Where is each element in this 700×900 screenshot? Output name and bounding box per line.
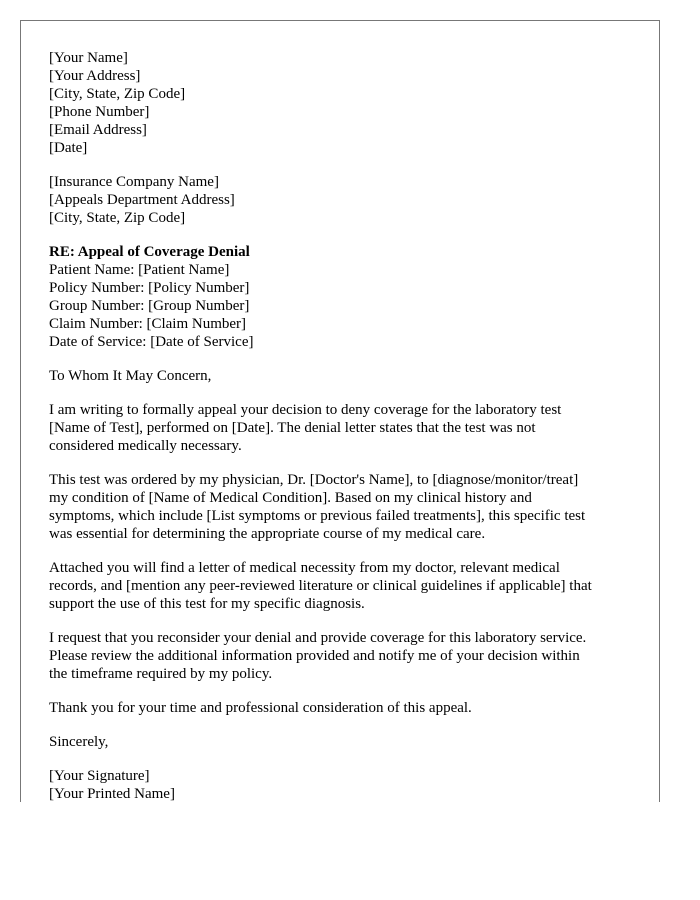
paragraph-line: symptoms, which include [List symptoms or previous failed treatments], this specific test xyxy=(49,508,586,524)
paragraph-line: the timeframe required by my policy. xyxy=(49,666,273,682)
recipient-company: [Insurance Company Name] xyxy=(49,174,219,190)
group-number-line: Group Number: [Group Number] xyxy=(49,298,250,314)
letter-body xyxy=(49,49,639,803)
paragraph-line: my condition of [Name of Medical Condition]. Based on my clinical history and xyxy=(49,490,532,506)
sender-block xyxy=(49,49,639,157)
sender-city-state-zip: [City, State, Zip Code] xyxy=(49,86,186,102)
paragraph-line: Attached you will find a letter of medical necessity from my doctor, relevant medical xyxy=(49,560,560,576)
paragraph-line: [Name of Test], performed on [Date]. The denial letter states that the test was not xyxy=(49,420,536,436)
salutation xyxy=(49,367,639,385)
date-of-service-line: Date of Service: [Date of Service] xyxy=(49,334,254,350)
paragraph-line: considered medically necessary. xyxy=(49,438,242,454)
sender-email: [Email Address] xyxy=(49,122,147,138)
paragraph xyxy=(49,699,639,717)
paragraph xyxy=(49,471,639,543)
closing-text: Sincerely, xyxy=(49,734,109,750)
subject-line: RE: Appeal of Coverage Denial xyxy=(49,244,250,260)
sender-address: [Your Address] xyxy=(49,68,141,84)
paragraph xyxy=(49,401,639,455)
signature-block xyxy=(49,767,639,803)
salutation-text: To Whom It May Concern, xyxy=(49,368,212,384)
recipient-city-state-zip: [City, State, Zip Code] xyxy=(49,210,186,226)
sender-name: [Your Name] xyxy=(49,50,128,66)
sender-date: [Date] xyxy=(49,140,88,156)
paragraph xyxy=(49,629,639,683)
paragraph-line: Please review the additional information provided and notify me of your decision within xyxy=(49,648,580,664)
recipient-block xyxy=(49,173,639,227)
paragraph-line: I am writing to formally appeal your decision to deny coverage for the laboratory test xyxy=(49,402,562,418)
reference-block xyxy=(49,243,639,351)
signature-placeholder: [Your Signature] xyxy=(49,768,150,784)
closing xyxy=(49,733,639,751)
paragraph xyxy=(49,559,639,613)
paragraph-line: records, and [mention any peer-reviewed literature or clinical guidelines if applicable] that xyxy=(49,578,592,594)
recipient-address: [Appeals Department Address] xyxy=(49,192,235,208)
claim-number-line: Claim Number: [Claim Number] xyxy=(49,316,247,332)
paragraph-line: support the use of this test for my specific diagnosis. xyxy=(49,596,365,612)
policy-number-line: Policy Number: [Policy Number] xyxy=(49,280,250,296)
paragraph-line: I request that you reconsider your denial and provide coverage for this laboratory service. xyxy=(49,630,587,646)
paragraph-line: This test was ordered by my physician, Dr. [Doctor's Name], to [diagnose/monitor/treat] xyxy=(49,472,579,488)
paragraph-line: was essential for determining the appropriate course of my medical care. xyxy=(49,526,486,542)
patient-name-line: Patient Name: [Patient Name] xyxy=(49,262,230,278)
letter-page xyxy=(20,20,660,802)
printed-name-placeholder: [Your Printed Name] xyxy=(49,786,175,802)
sender-phone: [Phone Number] xyxy=(49,104,150,120)
paragraph-line: Thank you for your time and professional consideration of this appeal. xyxy=(49,700,472,716)
